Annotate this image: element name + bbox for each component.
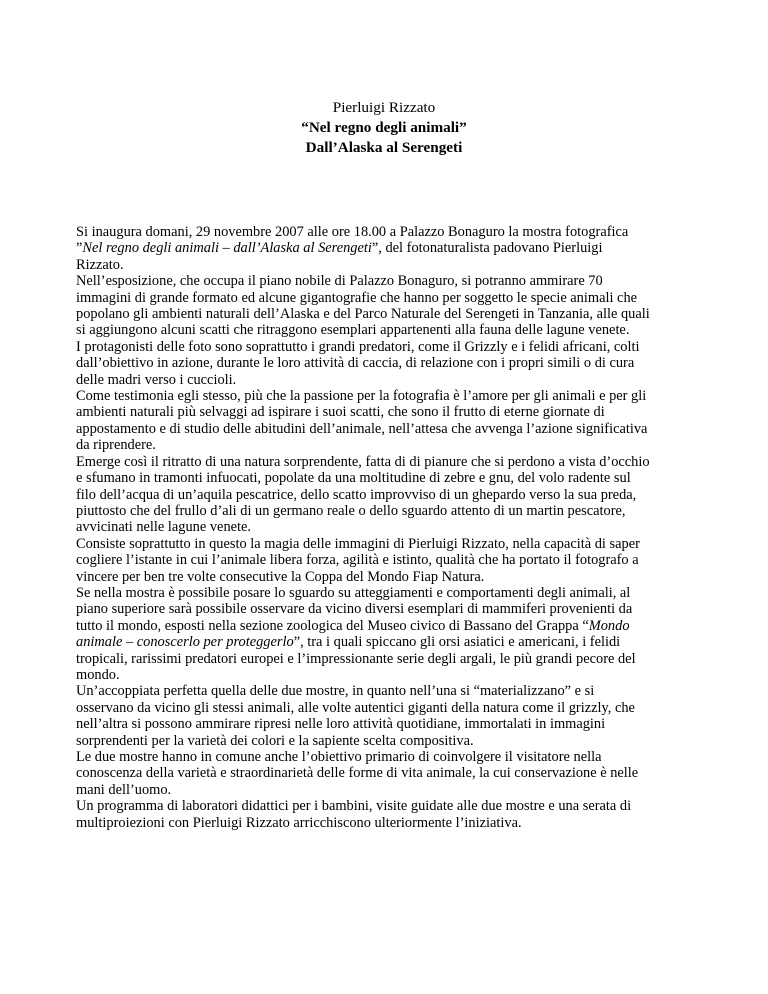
text-line: avvicinati nelle lagune venete.	[76, 519, 252, 536]
text-line: tutto il mondo, esposti nella sezione zoologica del Museo civico di Bassano del Grappa “Mondo	[76, 617, 630, 634]
text-line: immagini di grande formato ed alcune gigantografie che hanno per soggetto le specie animali che	[76, 289, 638, 306]
text-line: ”Nel regno degli animali – dall’Alaska al Serengeti”, del fotonaturalista padovano Pierluigi	[76, 240, 603, 257]
text-line: Consiste soprattutto in questo la magia delle immagini di Pierluigi Rizzato, nella capacità di saper	[76, 535, 640, 552]
exhibition-title-italic: Nel regno degli animali – dall’Alaska al Serengeti	[82, 240, 372, 257]
press-release-body	[76, 224, 704, 831]
museum-exhibition-title-italic: Mondo	[588, 617, 630, 634]
text-line: conoscenza della varietà e straordinarietà delle forme di vita animale, la cui conservazione è nelle	[76, 765, 639, 782]
text-line: I protagonisti delle foto sono soprattutto i grandi predatori, come il Grizzly e i felidi africani, colti	[76, 338, 640, 355]
text-line: Come testimonia egli stesso, più che la passione per la fotografia è l’amore per gli animali e per gli	[76, 388, 647, 405]
text-line: tropicali, rarissimi predatori europei e l’impressionante serie degli argali, le più grandi pecore del	[76, 650, 636, 667]
exhibition-subtitle: Dall’Alaska al Serengeti	[305, 139, 463, 156]
text-line: filo dell’acqua di un’aquila pescatrice, dello scatto improvviso di un ghepardo verso la sua preda,	[76, 486, 637, 503]
text-line: animale – conoscerlo per proteggerlo”, tra i quali spiccano gli orsi asiatici e americani, i felidi	[76, 634, 621, 651]
text-line: osservano da vicino gli stessi animali, alle volte autentici giganti della natura come il grizzly, che	[76, 699, 635, 716]
text-line: popolano gli ambienti naturali dell’Alaska e del Parco Naturale del Serengeti in Tanzania, alle quali	[76, 306, 650, 323]
text-line: appostamento e di studio delle abitudini dell’animale, nell’attesa che avvenga l’azione significativa	[76, 420, 648, 437]
text-line: ambienti naturali più selvaggi ad ispirare i suoi scatti, che sono il frutto di eterne giornate di	[76, 404, 605, 421]
text-line: sorprendenti per la varietà dei colori e la sapiente scelta compositiva.	[76, 732, 474, 749]
author-name: Pierluigi Rizzato	[332, 99, 436, 116]
text-line: da riprendere.	[76, 437, 156, 454]
text-line: si aggiungono alcuni scatti che ritraggono esemplari appartenenti alla fauna delle lagune venete.	[76, 322, 630, 339]
text-line: vincere per ben tre volte consecutive la Coppa del Mondo Fiap Natura.	[76, 568, 485, 585]
exhibition-title: “Nel regno degli animali”	[301, 119, 467, 136]
text-line: Si inaugura domani, 29 novembre 2007 alle ore 18.00 a Palazzo Bonaguro la mostra fotografica	[76, 224, 629, 240]
text-line: piano superiore sarà possibile osservare da vicino diversi esemplari di mammiferi provenienti da	[76, 601, 633, 618]
museum-exhibition-title-italic-cont: animale – conoscerlo per proteggerlo	[76, 634, 294, 651]
text-line: Le due mostre hanno in comune anche l’obiettivo primario di coinvolgere il visitatore nella	[76, 749, 602, 765]
text-line: Rizzato.	[76, 256, 124, 273]
text-line: Se nella mostra è possibile posare lo sguardo su atteggiamenti e comportamenti degli animali, al	[76, 584, 631, 601]
text-line: Nell’esposizione, che occupa il piano nobile di Palazzo Bonaguro, si potranno ammirare 70	[76, 273, 603, 290]
text-line: mondo.	[76, 666, 120, 683]
text-line: e sfumano in tramonti infuocati, popolate da una moltitudine di zebre e gnu, del volo radente sul	[76, 470, 631, 487]
text-line: Un programma di laboratori didattici per i bambini, visite guidate alle due mostre e una serata di	[76, 798, 632, 815]
document-header	[0, 98, 768, 158]
text-line: nell’altra si possono ammirare ripresi nelle loro attività quotidiane, immortalati in immagini	[76, 716, 606, 733]
text-line: Emerge così il ritratto di una natura sorprendente, fatta di di pianure che si perdono a vista d’occhio	[76, 453, 650, 470]
text-line: piuttosto che del frullo d’ali di un germano reale o dello sguardo attento di un martin pescatore,	[76, 502, 626, 519]
text-line: cogliere l’istante in cui l’animale libera forza, agilità e istinto, qualità che ha portato il fotografo a	[76, 552, 639, 569]
text-line: multiproiezioni con Pierluigi Rizzato arricchiscono ulteriormente l’iniziativa.	[76, 814, 522, 831]
text-line: Un’accoppiata perfetta quella delle due mostre, in quanto nell’una si “materializzano” e si	[76, 683, 595, 700]
text-line: delle madri verso i cuccioli.	[76, 371, 237, 388]
text-line: dall’obiettivo in azione, durante le loro attività di caccia, di relazione con i propri simili o di cura	[76, 355, 635, 372]
text-line: mani dell’uomo.	[76, 781, 172, 798]
